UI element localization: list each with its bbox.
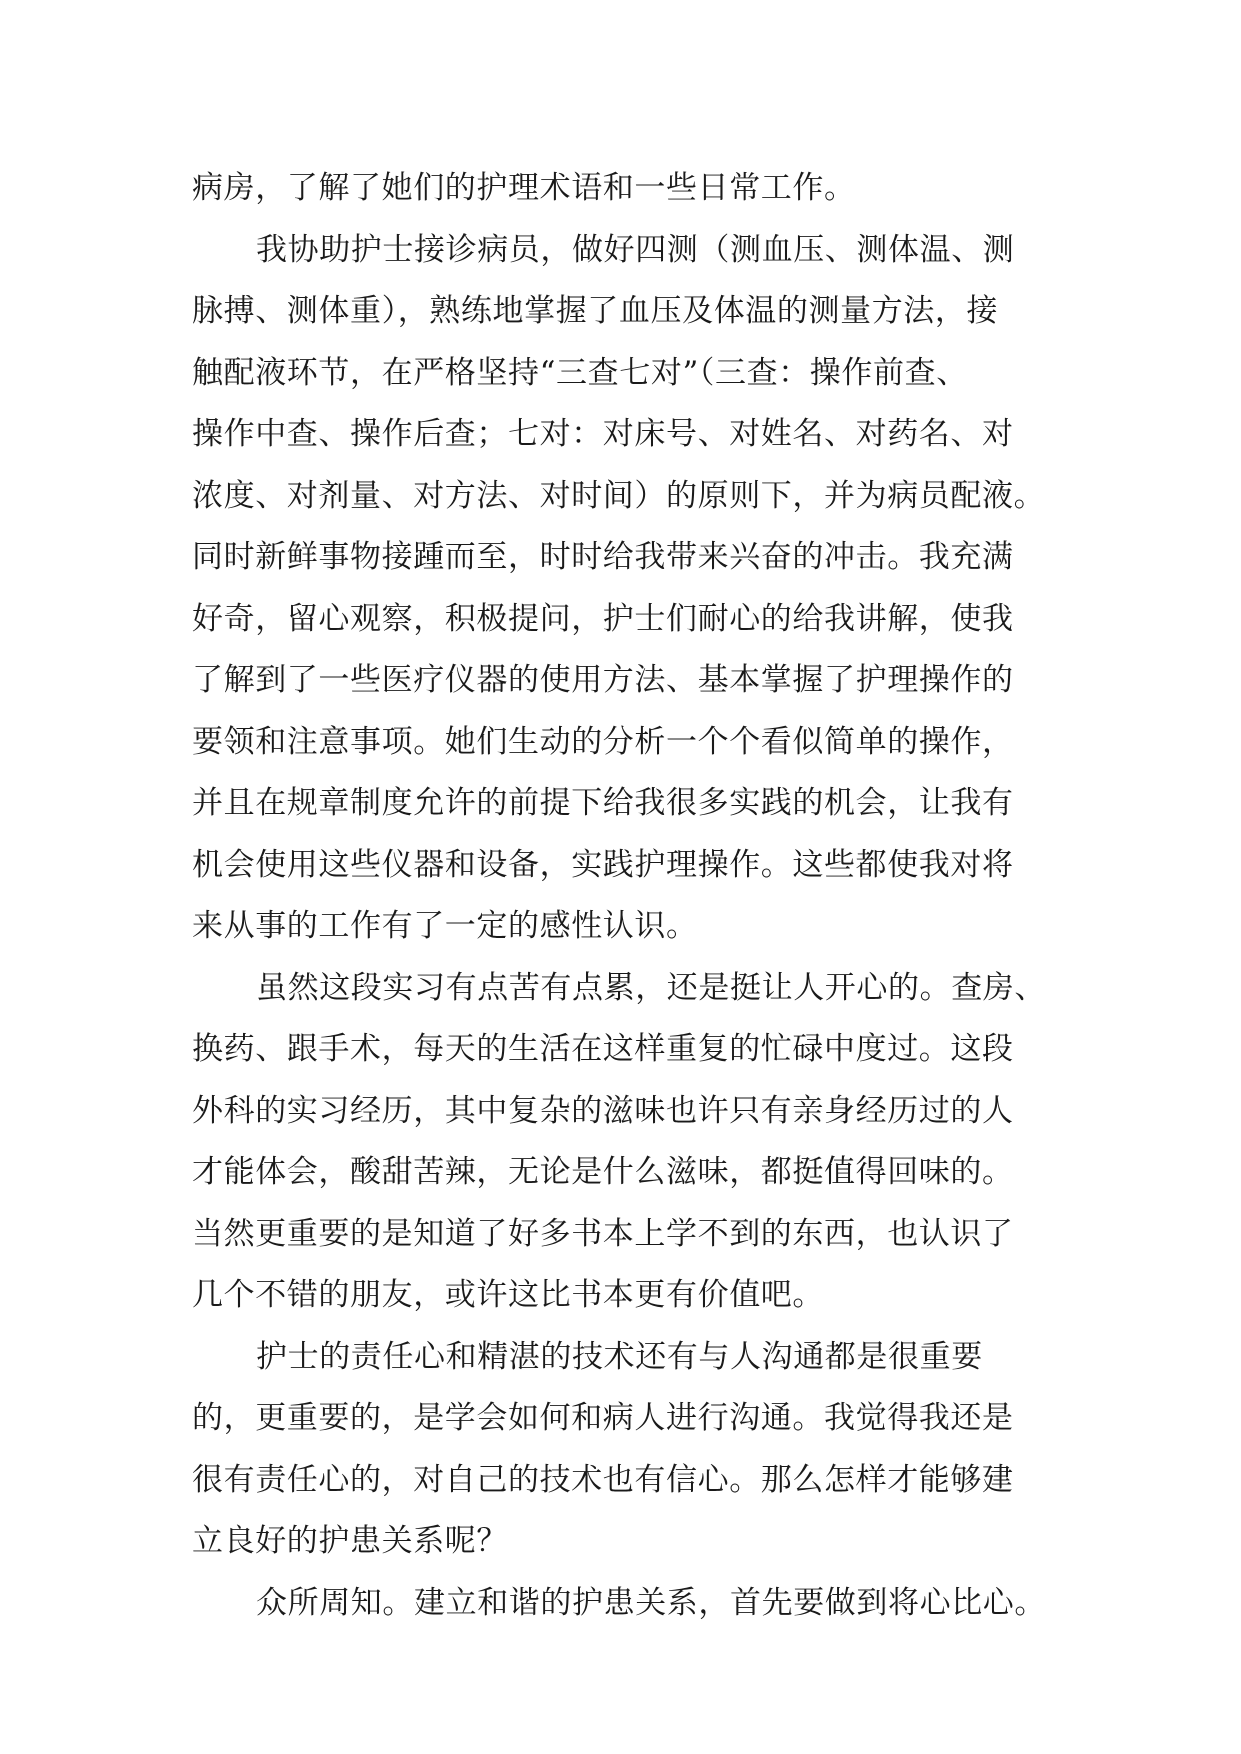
text-line: 触配液环节，在严格坚持“三查七对”（三查：操作前查、	[192, 354, 968, 391]
text-line: 几个不错的朋友，或许这比书本更有价值吧。	[192, 1277, 824, 1313]
text-line: 要领和注意事项。她们生动的分析一个个看似简单的操作，	[192, 723, 1014, 760]
text-line: 才能体会，酸甜苦辣，无论是什么滋味，都挺值得回味的。	[192, 1154, 1014, 1190]
text-line: 好奇，留心观察，积极提问，护士们耐心的给我讲解，使我	[192, 600, 1014, 637]
text-line: 了解到了一些医疗仪器的使用方法、基本掌握了护理操作的	[192, 662, 1014, 698]
text-line: 操作中查、操作后查；七对：对床号、对姓名、对药名、对	[192, 416, 1014, 452]
text-line: 并且在规章制度允许的前提下给我很多实践的机会，让我有	[192, 785, 1014, 821]
paragraph-first-line: 我协助护士接诊病员，做好四测（测血压、测体温、测	[256, 231, 1015, 268]
text-line: 当然更重要的是知道了好多书本上学不到的东西，也认识了	[192, 1215, 1014, 1252]
text-line: 立良好的护患关系呢？	[192, 1523, 508, 1559]
text-line: 脉搏、测体重），熟练地掌握了血压及体温的测量方法，接	[192, 293, 999, 329]
text-line: 很有责任心的，对自己的技术也有信心。那么怎样才能够建	[192, 1461, 1014, 1498]
text-line: 病房，了解了她们的护理术语和一些日常工作。	[192, 170, 856, 206]
paragraph-first-line: 护士的责任心和精湛的技术还有与人沟通都是很重要	[256, 1338, 983, 1375]
text-line: 机会使用这些仪器和设备，实践护理操作。这些都使我对将	[192, 846, 1014, 883]
text-line: 的，更重要的，是学会如何和病人进行沟通。我觉得我还是	[192, 1400, 1014, 1436]
text-line: 换药、跟手术，每天的生活在这样重复的忙碌中度过。这段	[192, 1031, 1014, 1067]
text-line: 外科的实习经历，其中复杂的滋味也许只有亲身经历过的人	[192, 1092, 1014, 1129]
paragraph-first-line: 虽然这段实习有点苦有点累，还是挺让人开心的。查房、	[256, 969, 1046, 1006]
paragraph-first-line: 众所周知。建立和谐的护患关系，首先要做到将心比心。	[256, 1584, 1046, 1621]
text-line: 同时新鲜事物接踵而至，时时给我带来兴奋的冲击。我充满	[192, 539, 1014, 575]
text-line: 浓度、对剂量、对方法、对时间）的原则下，并为病员配液。	[192, 477, 1046, 514]
text-line: 来从事的工作有了一定的感性认识。	[192, 908, 698, 944]
document-body	[192, 158, 1062, 1634]
